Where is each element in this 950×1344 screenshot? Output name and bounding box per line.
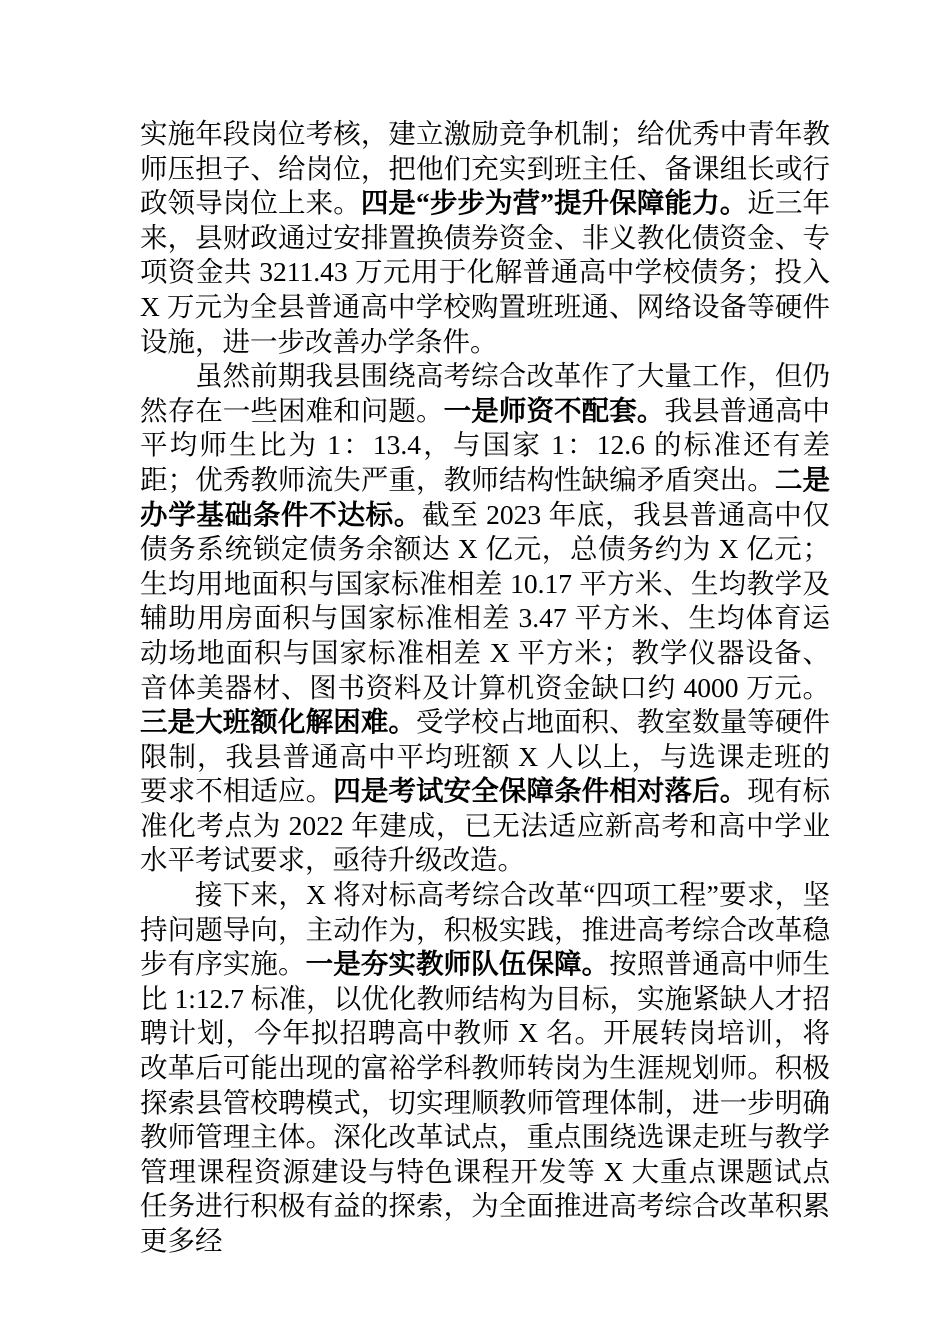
text-segment: 我县普通高中平均师生比为 1：13.4，与国家 1：12.6 的标准还有差距；优秀教师流失严重，教师结构性缺编矛盾突出。 (140, 394, 831, 495)
paragraph (140, 117, 830, 359)
bold-text-segment: 二是办学基础条件不达标。 (140, 463, 831, 530)
text-segment: 截至 2023 年底，我县普通高中仅债务系统锁定债务余额达 X 亿元，总债务约为 X 亿元；生均用地面积与国家标准相差 10.17 平方米、生均教学及辅助用房面积与国家标准相差 3.47 平方米、生均体育运动场地面积与国家标准相差 X 平方米；教学仪器设备、音体美器材、图书资料及计算机资金缺口约 4000 万元。 (140, 498, 831, 703)
paragraph (140, 359, 830, 878)
paragraph (140, 878, 830, 1259)
bold-text-segment: 一是夯实教师队伍保障。 (305, 948, 610, 980)
bold-text-segment: 四是考试安全保障条件相对落后。 (333, 775, 748, 807)
document-content (140, 117, 830, 1259)
text-segment: 现有标准化考点为 2022 年建成，已无法适应新高考和高中学业水平考试要求，亟待升级改造。 (140, 775, 831, 876)
text-segment: 受学校占地面积、教室数量等硬件限制，我县普通高中平均班额 X 人以上，与选课走班的要求不相适应。 (140, 706, 831, 807)
bold-text-segment: 四是“步步为营”提升保障能力。 (360, 187, 748, 219)
bold-text-segment: 一是师资不配套。 (443, 394, 665, 426)
text-segment: 虽然前期我县围绕高考综合改革作了大量工作，但仍然存在一些困难和问题。 (140, 360, 830, 426)
bold-text-segment: 三是大班额化解困难。 (140, 706, 417, 738)
text-segment: 接下来，X 将对标高考综合改革“四项工程”要求，坚持问题导向，主动作为，积极实践，推进高考综合改革稳步有序实施。 (140, 879, 830, 980)
text-segment: 按照普通高中师生比 1:12.7 标准，以优化教师结构为目标，实施紧缺人才招聘计划，今年拟招聘高中教师 X 名。开展转岗培训，将改革后可能出现的富裕学科教师转岗为生涯规划师。积极探索县管校聘模式，切实理顺教师管理体制，进一步明确教师管理主体。深化改革试点，重点围绕选课走班与教学管理课程资源建设与特色课程开发等 X 大重点课题试点任务进行积极有益的探索，为全面推进高考综合改革积累更多经 (140, 948, 831, 1256)
text-segment: 实施年段岗位考核，建立激励竞争机制；给优秀中青年教师压担子、给岗位，把他们充实到班主任、备课组长或行政领导岗位上来。 (140, 118, 830, 219)
text-segment: 近三年来，县财政通过安排置换债券资金、非义教化债资金、专项资金共 3211.43 万元用于化解普通高中学校债务；投入 X 万元为全县普通高中学校购置班班通、网络设备等硬件设施，进一步改善办学条件。 (140, 187, 831, 357)
